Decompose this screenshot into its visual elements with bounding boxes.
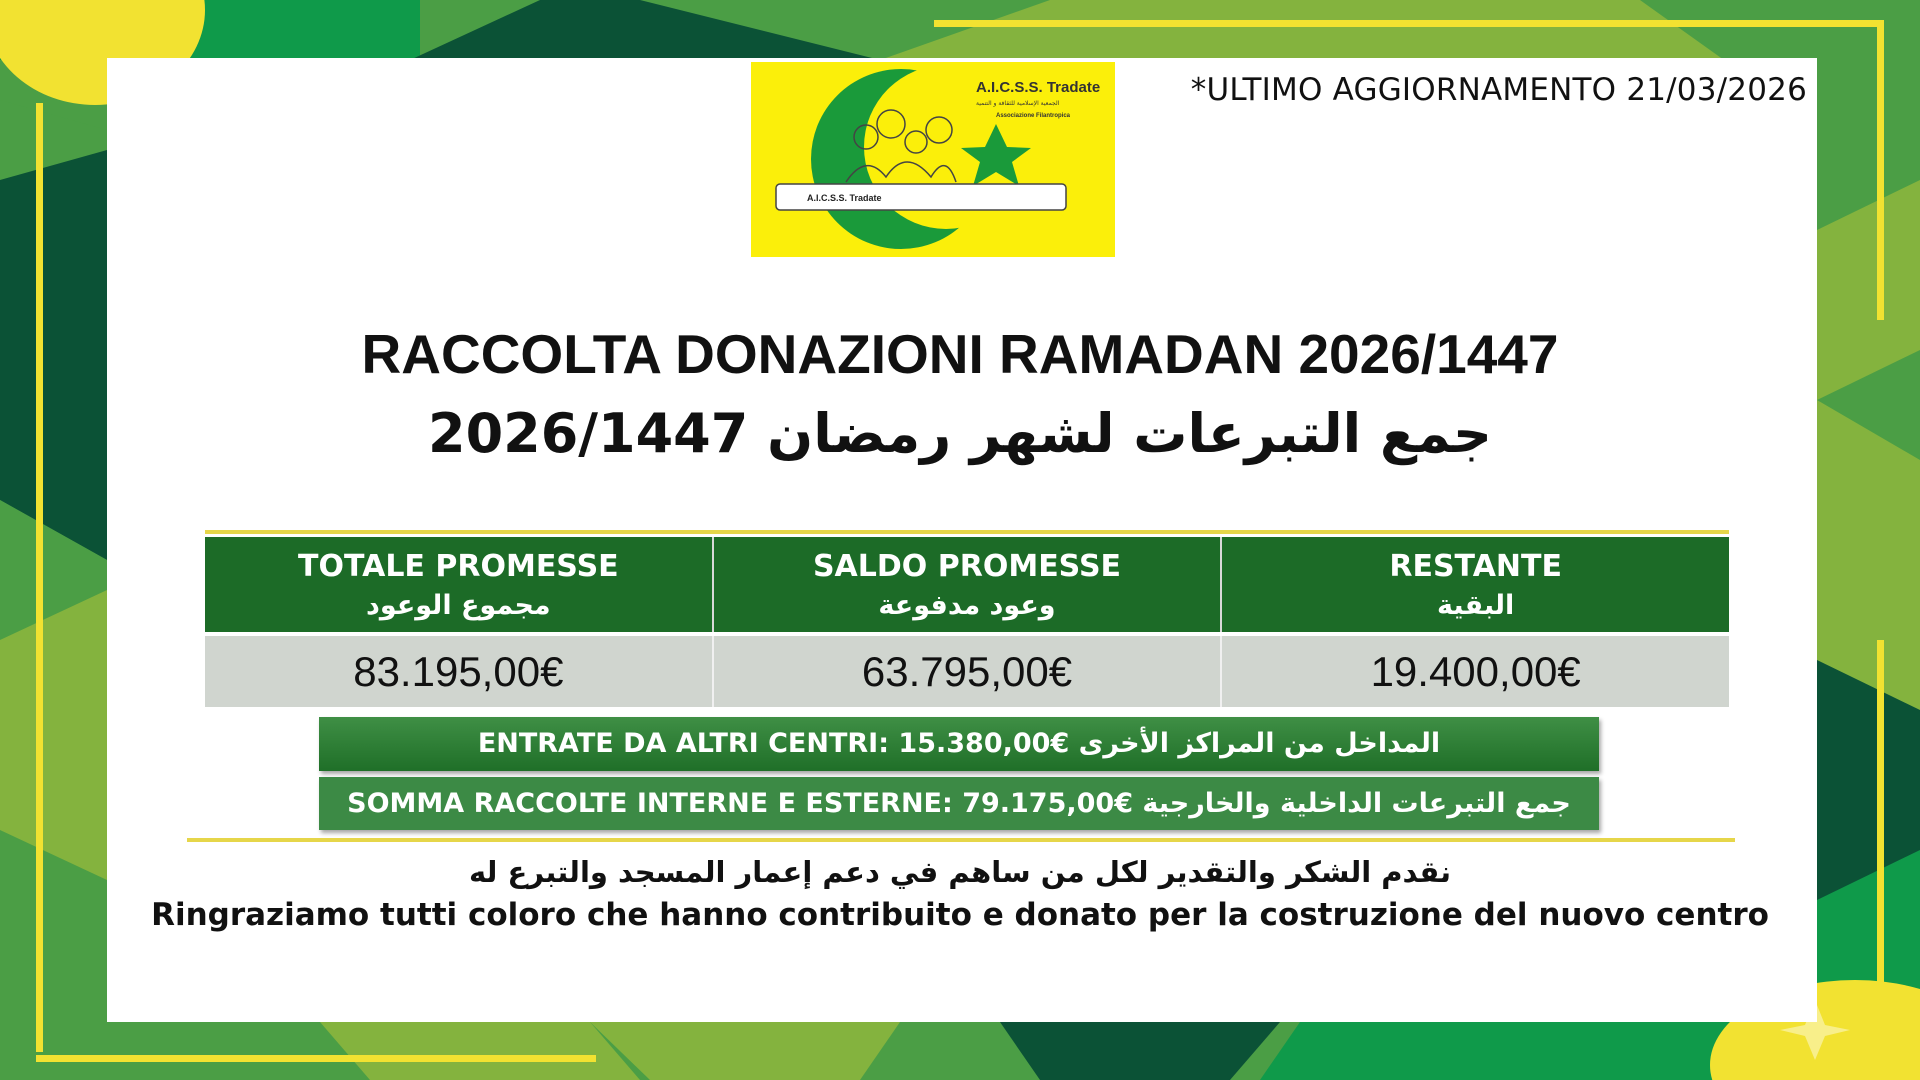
table-row [205,636,1729,707]
svg-text:A.I.C.S.S. Tradate: A.I.C.S.S. Tradate [976,79,1101,96]
column-header-saldo: SALDO PROMESSE وعود مدفوعة [714,537,1223,632]
aicss-logo [751,62,1115,257]
total-collected-band: SOMMA RACCOLTE INTERNE E ESTERNE: 79.175,00€ جمع التبرعات الداخلية والخارجية [319,777,1599,830]
external-income-band: ENTRATE DA ALTRI CENTRI: 15.380,00€ المداخل من المراكز الأخرى [319,717,1599,771]
divider-top [205,530,1729,534]
value-totale: 83.195,00€ [205,636,714,707]
divider-bottom [187,838,1735,842]
last-update-label: *ULTIMO AGGIORNAMENTO 21/03/2026 [1190,72,1807,108]
donations-table [205,537,1729,707]
svg-text:A.I.C.S.S. Tradate: A.I.C.S.S. Tradate [807,193,882,203]
thanks-message-arabic: نقدم الشكر والتقدير لكل من ساهم في دعم إعمار المسجد والتبرع له [468,855,1452,889]
svg-text:Associazione Filantropica: Associazione Filantropica [996,113,1071,119]
table-header-row [205,537,1729,632]
value-restante: 19.400,00€ [1370,648,1581,695]
column-header-totale: TOTALE PROMESSE مجموع الوعود [205,537,714,632]
thanks-message: Ringraziamo tutti coloro che hanno contribuito e donato per la costruzione del nuovo centro [151,897,1769,933]
svg-text:الجمعية الإسلامية للثقافة و ال: الجمعية الإسلامية للثقافة و التنمية [976,100,1060,107]
page-title: RACCOLTA DONAZIONI RAMADAN 2026/1447 [361,323,1559,385]
value-saldo: 63.795,00€ [714,636,1223,707]
page-title-arabic: جمع التبرعات لشهر رمضان 2026/1447 [428,402,1492,465]
column-header-restante: RESTANTE البقية [1389,548,1562,621]
